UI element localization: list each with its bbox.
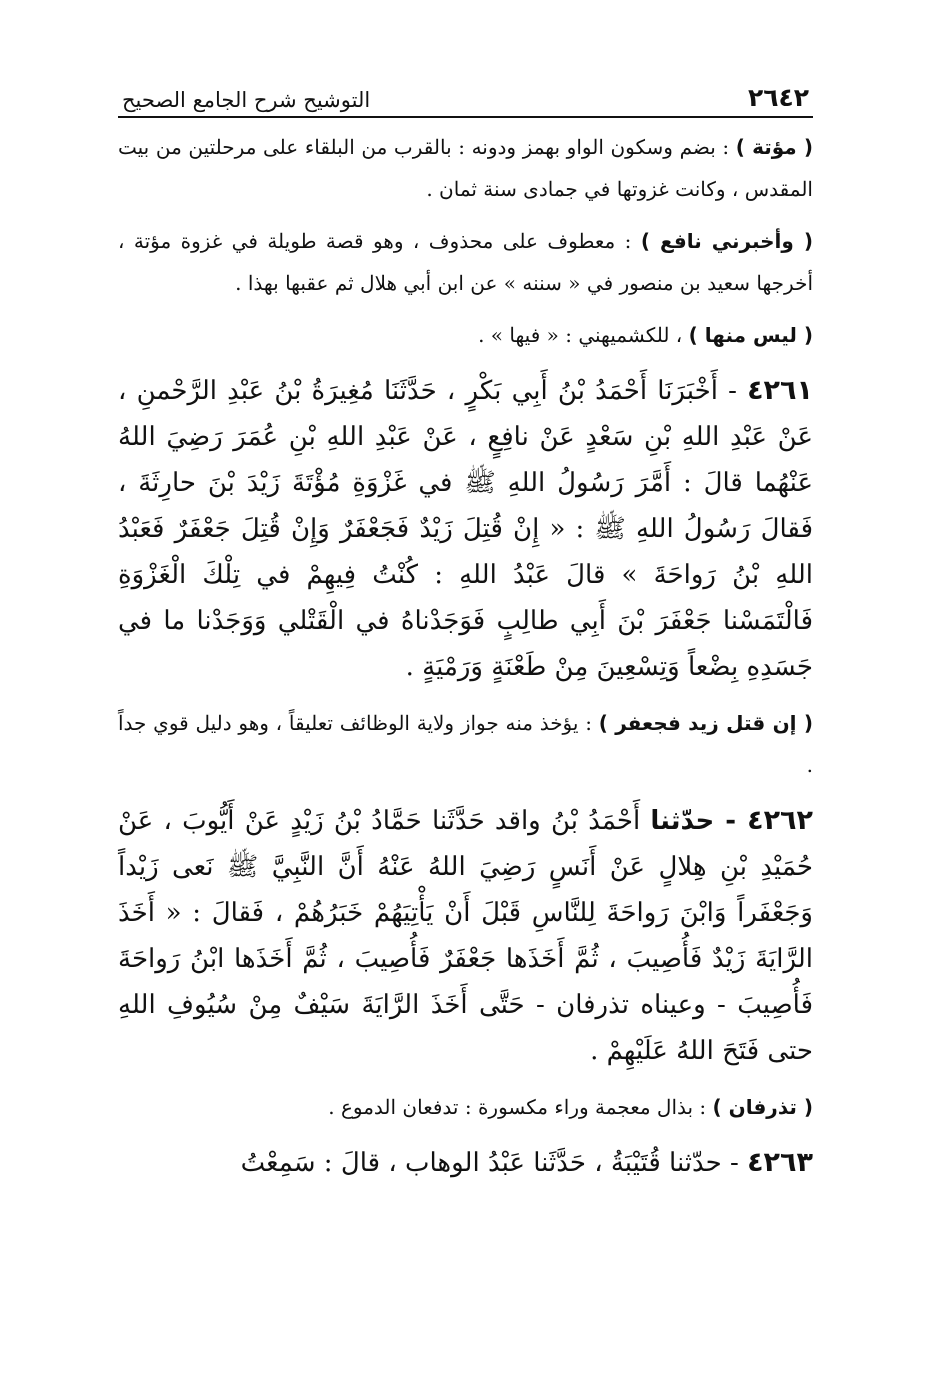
- book-page: [118, 78, 813, 1308]
- commentary-note: [118, 702, 813, 786]
- hadith-intro: - حدّثنا: [650, 806, 748, 836]
- note-lemma: ( إن قتل زيد فجعفر ): [598, 711, 813, 735]
- note-text: : بضم وسكون الواو بهمز ودونه : بالقرب من البلقاء على مرحلتين من بيت المقدس ، وكانت غزوتها في جمادى سنة ثمان .: [118, 135, 813, 201]
- note-lemma: ( تذرفان ): [712, 1095, 813, 1119]
- hadith-body: أَحْمَدُ بْنُ واقد حَدَّثَنا حَمَّادُ بْنُ زَيْدٍ عَنْ أَيُّوبَ ، عَنْ حُمَيْدِ بْنِ هِلالٍ عَنْ أَنَسٍ رَضِيَ اللهُ عَنْهُ أَنَّ النَّبِيَّ ﷺ نَعى زَيْداً وَجَعْفَراً وَابْنَ رَواحَةَ لِلنَّاسِ قَبْلَ أَنْ يَأْتِيَهُمْ خَبَرُهُمْ ، فَقالَ : « أَخَذَ الرَّايَةَ زَيْدٌ فَأُصِيبَ ، ثُمَّ أَخَذَها جَعْفَرٌ فَأُصِيبَ ، ثُمَّ أَخَذَها ابْنُ رَواحَةَ فَأُصِيبَ - وعيناه تذرفان - حَتَّى أَخَذَ الرَّايَةَ سَيْفٌ مِنْ سُيُوفِ اللهِ حتى فَتَحَ اللهُ عَلَيْهِمْ .: [118, 806, 813, 1066]
- note-lemma: ( وأخبرني نافع ): [640, 229, 814, 253]
- hadith-body: - أَخْبَرَنَا أَحْمَدُ بْنُ أَبِي بَكْرٍ ، حَدَّثَنَا مُغِيرَةُ بْنُ عَبْدِ الرَّحْمنِ ، عَنْ عَبْدِ اللهِ بْنِ سَعْدٍ عَنْ نافِعٍ ، عَنْ عَبْدِ اللهِ بْنِ عُمَرَ رَضِيَ اللهُ عَنْهُما قالَ : أَمَّرَ رَسُولُ اللهِ ﷺ في غَزْوَةِ مُؤْتَةَ زَيْدَ بْنَ حارِثَةَ ، فَقالَ رَسُولُ اللهِ ﷺ : « إِنْ قُتِلَ زَيْدٌ فَجَعْفَرٌ وَإِنْ قُتِلَ جَعْفَرٌ فَعَبْدُ اللهِ بْنُ رَواحَةَ » قالَ عَبْدُ اللهِ : كُنْتُ فِيهِمْ في تِلْكَ الْغَزْوَةِ فَالْتَمَسْنا جَعْفَرَ بْنَ أَبِي طالِبٍ فَوَجَدْناهُ في الْقَتْلي وَوَجَدْنا ما في جَسَدِهِ بِضْعاً وَتِسْعِينَ مِنْ طَعْنَةٍ وَرَمْيَةٍ .: [118, 376, 813, 682]
- note-text: : يؤخذ منه جواز ولاية الوظائف تعليقاً ، وهو دليل قوي جداً .: [118, 711, 813, 777]
- hadith-text: [118, 368, 813, 690]
- hadith-number: ٤٢٦٣: [747, 1147, 813, 1178]
- note-text: : معطوف على محذوف ، وهو قصة طويلة في غزوة مؤتة ، أخرجها سعيد بن منصور في « سننه » عن ابن أبي هلال ثم عقبها بهذا .: [118, 229, 813, 295]
- commentary-note: [118, 220, 813, 304]
- commentary-note: [118, 314, 813, 356]
- page-body: [118, 126, 813, 1186]
- note-text: ، للكشميهني : « فيها » .: [478, 323, 689, 347]
- commentary-note: [118, 126, 813, 210]
- note-lemma: ( ليس منها ): [688, 323, 813, 347]
- hadith-number: ٤٢٦١: [747, 375, 813, 406]
- hadith-text: [118, 798, 813, 1074]
- note-text: : بذال معجمة وراء مكسورة : تدفعان الدموع .: [328, 1095, 713, 1119]
- hadith-body: - حدّثنا قُتَيْبَةُ ، حَدَّثَنا عَبْدُ الوهاب ، قالَ : سَمِعْتُ: [240, 1148, 748, 1178]
- note-lemma: ( مؤتة ): [735, 135, 813, 159]
- running-header: [118, 78, 813, 118]
- commentary-note: [118, 1086, 813, 1128]
- book-title: التوشيح شرح الجامع الصحيح: [122, 88, 371, 112]
- hadith-text: [118, 1140, 813, 1186]
- page-number: ٢٦٤٢: [747, 83, 809, 112]
- hadith-number: ٤٢٦٢: [747, 805, 814, 836]
